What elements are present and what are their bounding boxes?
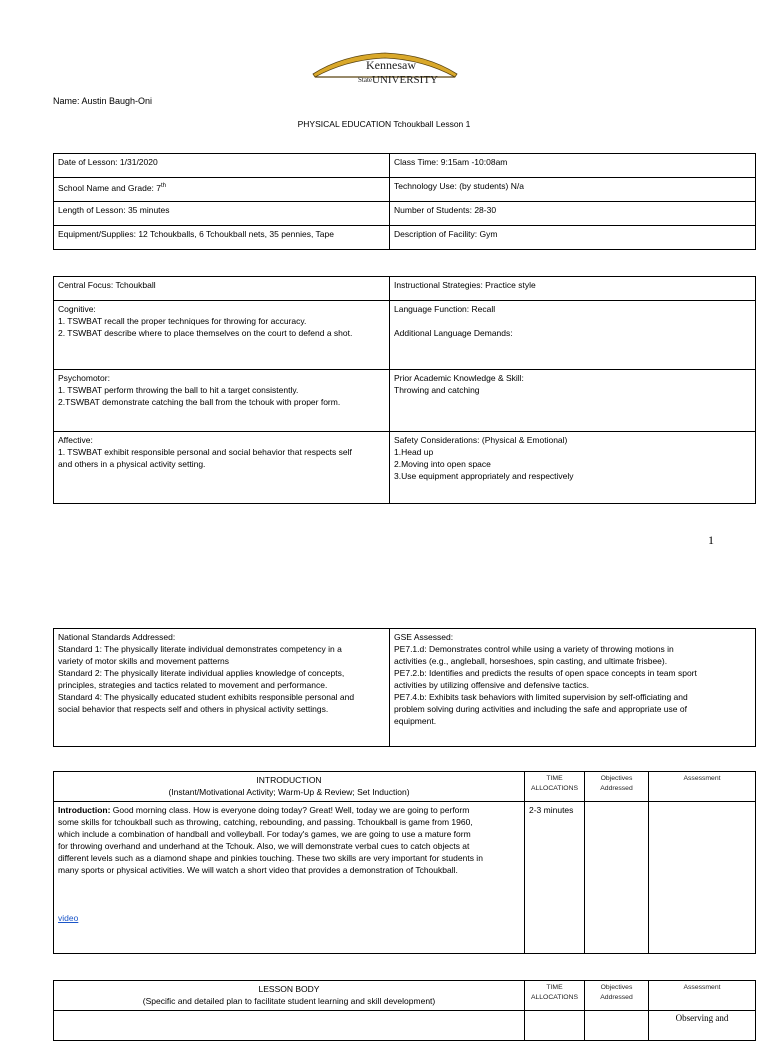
lesson-body-time bbox=[525, 1011, 585, 1041]
school-and-grade-text: School Name and Grade: 7 bbox=[58, 182, 162, 193]
objectives-table bbox=[53, 276, 756, 504]
time-allocations-header: TIME ALLOCATIONS bbox=[525, 981, 585, 1011]
national-standards-line: principles, strategies and tactics related to movement and performance. bbox=[58, 680, 328, 690]
kennesaw-state-logo bbox=[305, 50, 465, 88]
gse-line: activities (e.g., angleball, horseshoes, spin casting, and ultimate frisbee). bbox=[394, 656, 668, 666]
gse-line: PE7.2.b: Identifies and predicts the results of open space concepts in team sport bbox=[394, 668, 697, 678]
prior-knowledge-heading: Prior Academic Knowledge & Skill: bbox=[394, 373, 524, 383]
safety-item: 3.Use equipment appropriately and respectively bbox=[394, 471, 574, 481]
lesson-body-subtitle: (Specific and detailed plan to facilitate student learning and skill development) bbox=[142, 996, 436, 1006]
gse-heading: GSE Assessed: bbox=[394, 632, 454, 642]
additional-language-demands: Additional Language Demands: bbox=[394, 328, 513, 338]
affective-heading: Affective: bbox=[58, 435, 93, 445]
introduction-table bbox=[53, 771, 756, 954]
safety-heading: Safety Considerations: (Physical & Emotional) bbox=[394, 435, 568, 445]
introduction-text: Good morning class. How is everyone doing today? Great! Well, today we are going to perform bbox=[110, 805, 470, 815]
student-name: Name: Austin Baugh-Oni bbox=[53, 96, 153, 106]
school-and-grade bbox=[54, 178, 390, 202]
language-demands bbox=[390, 301, 756, 370]
psychomotor-objectives bbox=[54, 370, 390, 432]
lesson-info-table bbox=[53, 153, 756, 250]
introduction-line: some skills for tchoukball such as throwing, catching, rebounding, and passing. Tchoukball is game from 1960, bbox=[58, 817, 473, 827]
affective-item: 1. TSWBAT exhibit responsible personal and social behavior that respects self bbox=[58, 447, 352, 457]
page-number: 1 bbox=[708, 533, 714, 547]
introduction-subtitle: (Instant/Motivational Activity; Warm-Up & Review; Set Induction) bbox=[168, 787, 410, 797]
introduction-line: different levels such as a diamond shape and pinkies touching. These two skills are very important for students in bbox=[58, 853, 483, 863]
introduction-time: 2-3 minutes bbox=[525, 802, 585, 954]
national-standards-line: Standard 2: The physically literate individual applies knowledge of concepts, bbox=[58, 668, 345, 678]
introduction-line bbox=[58, 804, 520, 816]
affective-objectives bbox=[54, 432, 390, 504]
national-standards-line: social behavior that respects self and others in physical activity settings. bbox=[58, 704, 329, 714]
objectives-addressed-header: Objectives Addressed bbox=[585, 772, 649, 802]
length-of-lesson: Length of Lesson: 35 minutes bbox=[54, 202, 390, 226]
gse-assessed bbox=[390, 629, 756, 747]
time-allocations-header: TIME ALLOCATIONS bbox=[525, 772, 585, 802]
psychomotor-item: 2.TSWBAT demonstrate catching the ball from the tchouk with proper form. bbox=[58, 397, 341, 407]
language-function: Language Function: Recall bbox=[394, 304, 496, 314]
introduction-header bbox=[54, 772, 525, 802]
gse-line: equipment. bbox=[394, 716, 437, 726]
gse-line: PE7.1.d: Demonstrates control while using a variety of throwing motions in bbox=[394, 644, 674, 654]
introduction-assessment bbox=[649, 802, 756, 954]
objectives-addressed-header: Objectives Addressed bbox=[585, 981, 649, 1011]
safety-item: 1.Head up bbox=[394, 447, 434, 457]
national-standards-line: Standard 4: The physically educated student exhibits responsible personal and bbox=[58, 692, 355, 702]
class-time: Class Time: 9:15am -10:08am bbox=[390, 154, 756, 178]
grade-superscript: th bbox=[161, 183, 167, 189]
lesson-body-title: LESSON BODY bbox=[258, 984, 320, 994]
central-focus: Central Focus: Tchoukball bbox=[54, 277, 390, 301]
safety-item: 2.Moving into open space bbox=[394, 459, 491, 469]
introduction-label: Introduction: bbox=[58, 805, 111, 815]
lesson-body-header bbox=[54, 981, 525, 1011]
introduction-content bbox=[54, 802, 525, 954]
national-standards-line: Standard 1: The physically literate individual demonstrates competency in a bbox=[58, 644, 342, 654]
cognitive-item: 2. TSWBAT describe where to place themselves on the court to defend a shot. bbox=[58, 328, 353, 338]
logo-text-university: UNIVERSITY bbox=[372, 74, 438, 86]
introduction-line: which include a combination of handball and volleyball. For today's games, we are going to use a mature form bbox=[58, 829, 471, 839]
cognitive-objectives bbox=[54, 301, 390, 370]
gse-line: activities by utilizing offensive and defensive tactics. bbox=[394, 680, 589, 690]
safety-considerations bbox=[390, 432, 756, 504]
facility-description: Description of Facility: Gym bbox=[390, 226, 756, 250]
gse-line: PE7.4.b: Exhibits task behaviors with limited supervision by self-officiating and bbox=[394, 692, 688, 702]
assessment-header: Assessment bbox=[649, 981, 756, 1011]
introduction-line: many sports or physical activities. We will watch a short video that provides a demonstration of Tchoukball. bbox=[58, 865, 458, 875]
assessment-header: Assessment bbox=[649, 772, 756, 802]
lesson-body-objectives bbox=[585, 1011, 649, 1041]
instructional-strategies: Instructional Strategies: Practice style bbox=[390, 277, 756, 301]
national-standards bbox=[54, 629, 390, 747]
lesson-body-assessment: Observing and bbox=[649, 1011, 756, 1041]
lesson-body-table bbox=[53, 980, 756, 1041]
logo-text-kennesaw: Kennesaw bbox=[366, 58, 416, 72]
introduction-title: INTRODUCTION bbox=[256, 775, 322, 785]
psychomotor-heading: Psychomotor: bbox=[58, 373, 110, 383]
introduction-objectives bbox=[585, 802, 649, 954]
number-of-students: Number of Students: 28-30 bbox=[390, 202, 756, 226]
national-standards-line: variety of motor skills and movement patterns bbox=[58, 656, 230, 666]
cognitive-heading: Cognitive: bbox=[58, 304, 96, 314]
standards-table bbox=[53, 628, 756, 747]
psychomotor-item: 1. TSWBAT perform throwing the ball to hit a target consistently. bbox=[58, 385, 299, 395]
document-title: PHYSICAL EDUCATION Tchoukball Lesson 1 bbox=[297, 119, 471, 129]
equipment-supplies: Equipment/Supplies: 12 Tchoukballs, 6 Tchoukball nets, 35 pennies, Tape bbox=[54, 226, 390, 250]
affective-item: and others in a physical activity setting. bbox=[58, 459, 206, 469]
video-link[interactable]: video bbox=[58, 913, 79, 923]
introduction-line: for throwing overhand and underhand at the Tchouk. Also, we will demonstrate verbal cues to catch objects at bbox=[58, 841, 470, 851]
prior-knowledge-text: Throwing and catching bbox=[394, 385, 480, 395]
logo-text-state: State bbox=[358, 76, 372, 84]
technology-use: Technology Use: (by students) N/a bbox=[390, 178, 756, 202]
national-standards-heading: National Standards Addressed: bbox=[58, 632, 176, 642]
date-of-lesson: Date of Lesson: 1/31/2020 bbox=[54, 154, 390, 178]
cognitive-item: 1. TSWBAT recall the proper techniques for throwing for accuracy. bbox=[58, 316, 307, 326]
gse-line: problem solving during activities and including the safe and appropriate use of bbox=[394, 704, 687, 714]
prior-knowledge bbox=[390, 370, 756, 432]
lesson-body-content bbox=[54, 1011, 525, 1041]
